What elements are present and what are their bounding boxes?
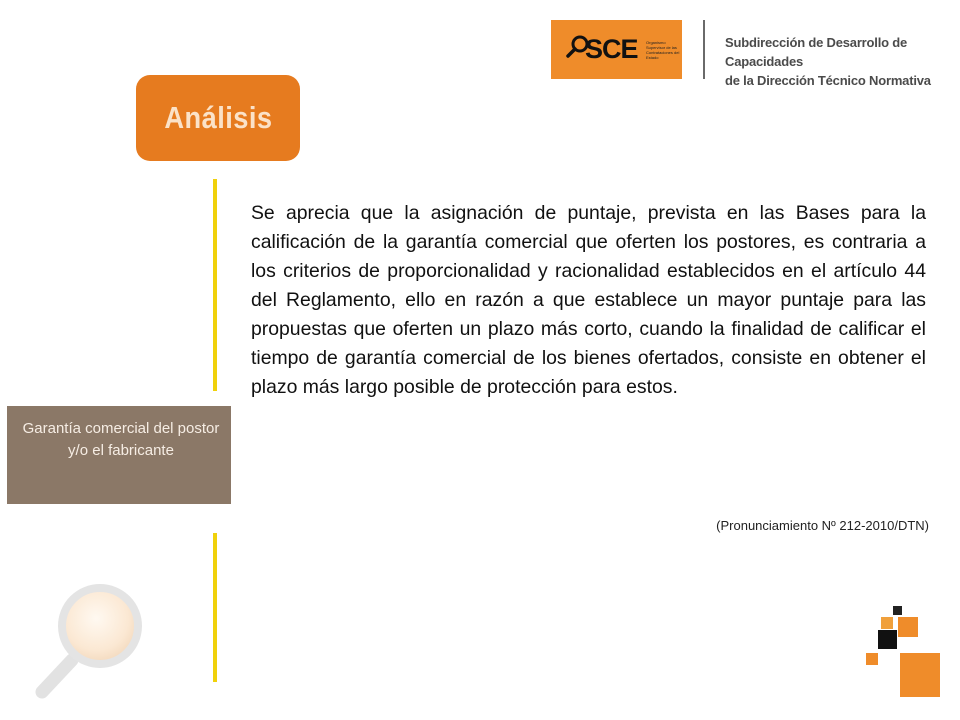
section-badge-label: Análisis (163, 100, 273, 135)
org-line-1: Subdirección de Desarrollo de Capacidades (725, 35, 908, 69)
timeline-line-top (213, 179, 217, 391)
timeline-line-bottom (213, 533, 217, 682)
organization-name (725, 33, 960, 90)
analysis-paragraph: Se aprecia que la asignación de puntaje, prevista en las Bases para la calificación de la garantía comercial que oferten los postores, es contraria a los criterios de proporcionalidad y racionalidad establecidos en el artículo 44 del Reglamento, ello en razón a que establece un mayor puntaje para las propuestas que oferten un plazo más corto, cuando la finalidad de calificar el tiempo de garantía comercial de los bienes ofertados, consiste en obtener el plazo más largo posible de protección para estos. (251, 202, 926, 398)
osce-logo (551, 20, 682, 79)
section-badge (136, 75, 300, 161)
org-line-2: de la Dirección Técnico Normativa (725, 73, 931, 88)
magnifier-icon (30, 582, 148, 702)
logo-word: SCE (585, 34, 638, 64)
topic-box (7, 406, 231, 504)
logo-subtext: Organismo Supervisor de las Contrataciones del Estado (646, 40, 680, 60)
header-divider (703, 20, 705, 79)
topic-label: Garantía comercial del postor y/o el fabricante (22, 420, 220, 459)
citation: (Pronunciamiento Nº 212-2010/DTN) (716, 518, 929, 533)
